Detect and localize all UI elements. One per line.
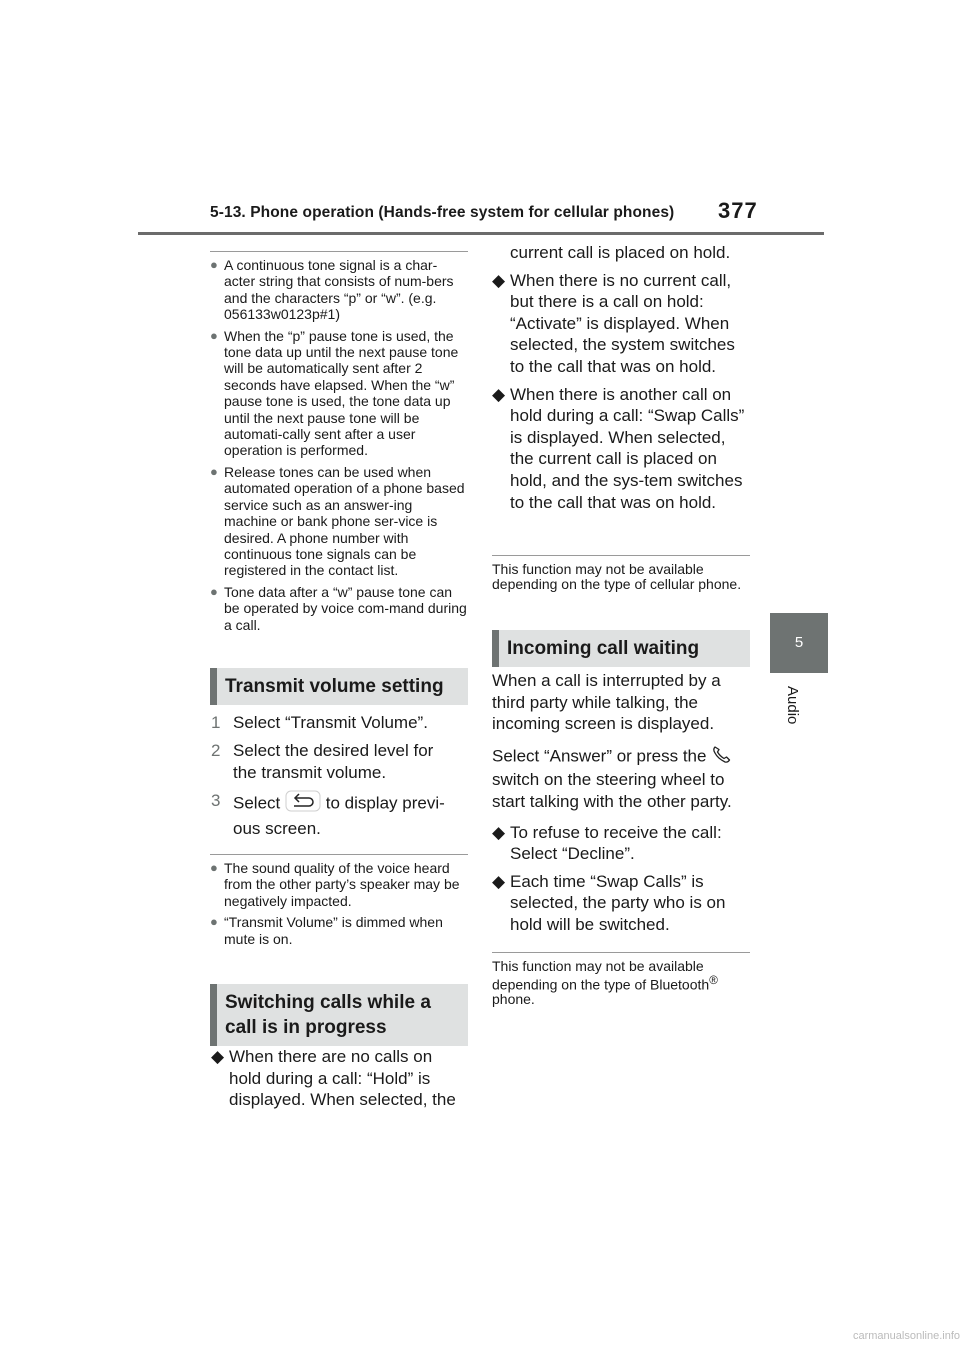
note-item: ● “Transmit Volume” is dimmed when mute is on. — [210, 914, 443, 947]
bullet-dot-icon: ● — [210, 583, 218, 599]
steps-list — [211, 712, 451, 846]
bullet-item: ◆ To refuse to receive the call: Select “Decline”. — [492, 822, 722, 864]
note-text: This function may not be available depending on the type of cellular phone. — [492, 561, 742, 592]
paragraph: Select “Answer” or press the switch on the steering wheel to start talking with the other party. — [492, 744, 750, 813]
bullet-item: ◆ Each time “Swap Calls” is selected, the party who is on hold will be switched. — [492, 871, 726, 934]
incoming-call-waiting-heading: Incoming call waiting — [492, 630, 750, 667]
diamond-bullet-icon: ◆ — [492, 822, 506, 842]
bullet-continuation: current call is placed on hold. — [510, 243, 731, 262]
left-column — [210, 251, 468, 638]
notes-divider — [492, 555, 750, 556]
note-item: ● Release tones can be used when automated operation of a phone based service such as an answer-ing machine or bank phone ser-vice is desired. A phone number with continuous tone signals can be registered in the contact list. — [210, 463, 465, 579]
watermark: carmanualsonline.info — [852, 1330, 960, 1342]
diamond-bullet-icon: ◆ — [492, 871, 506, 891]
step-item: 2 Select the desired level for the transmit volume. — [211, 741, 434, 782]
bullet-dot-icon: ● — [210, 327, 218, 343]
diamond-bullet-icon: ◆ — [492, 384, 506, 404]
right-column — [492, 242, 750, 519]
paragraph: When a call is interrupted by a third party while talking, the incoming screen is displayed. — [492, 671, 721, 734]
notes-divider — [210, 854, 468, 855]
notes2 — [210, 854, 468, 952]
note-item: ● A continuous tone signal is a char-acter string that consists of num-bers and the characters “p” or “w”. (e.g. 056133w0123p#1) — [210, 257, 454, 323]
chapter-tab-number: 5 — [770, 613, 828, 673]
bullet-dot-icon: ● — [210, 914, 218, 930]
bullet-dot-icon: ● — [210, 257, 218, 272]
step-item: 3 Select to display previ-ous screen. — [211, 791, 445, 838]
transmit-volume-heading: Transmit volume setting — [210, 668, 468, 705]
notes-divider — [210, 251, 468, 252]
bullet-item: ◆ When there is another call on hold during a call: “Swap Calls” is displayed. When selected, the current call is placed on hold, and the sys-tem switches to the call that was on hold. — [492, 384, 745, 512]
step-item: 1 Select “Transmit Volume”. — [211, 713, 428, 732]
note-text: This function may not be available depending on the type of Bluetooth® phone. — [492, 958, 718, 1007]
bullet-dot-icon: ● — [210, 860, 218, 875]
incoming-body — [492, 670, 750, 942]
notes-divider — [492, 952, 750, 953]
note-cellular — [492, 555, 750, 591]
note-item: ● Tone data after a “w” pause tone can be operated by voice com-mand during a call. — [210, 583, 467, 633]
phone-handset-icon — [711, 744, 733, 770]
chapter-title: 5-13. Phone operation (Hands-free system for cellular phones) — [210, 204, 675, 221]
bullet-dot-icon: ● — [210, 463, 218, 479]
diamond-bullet-icon: ◆ — [492, 270, 506, 290]
note-bluetooth — [492, 952, 750, 1006]
bullet-item: ◆ When there are no calls on hold during a call: “Hold” is displayed. When selected, the — [211, 1047, 456, 1110]
page-number: 377 — [718, 198, 758, 223]
note-item: ● The sound quality of the voice heard from the other party’s speaker may be negatively impacted. — [210, 860, 460, 909]
note-item: ● When the “p” pause tone is used, the tone data up until the next pause tone will be automatically sent after 2 seconds have elapsed. When the “w” pause tone is used, the tone data up until the next pause tone will be automati-cally sent after a user operation is performed. — [210, 327, 459, 459]
chapter-tab-label: Audio — [784, 686, 801, 725]
back-arrow-icon — [285, 790, 321, 818]
switching-calls-heading: Switching calls while a call is in progress — [210, 984, 468, 1046]
bullet-item: ◆ When there is no current call, but there is a call on hold: “Activate” is displayed. When selected, the system switches to the call that was on hold. — [492, 270, 735, 376]
switching-bullets — [211, 1046, 461, 1117]
header-divider — [138, 232, 824, 235]
diamond-bullet-icon: ◆ — [211, 1047, 225, 1066]
